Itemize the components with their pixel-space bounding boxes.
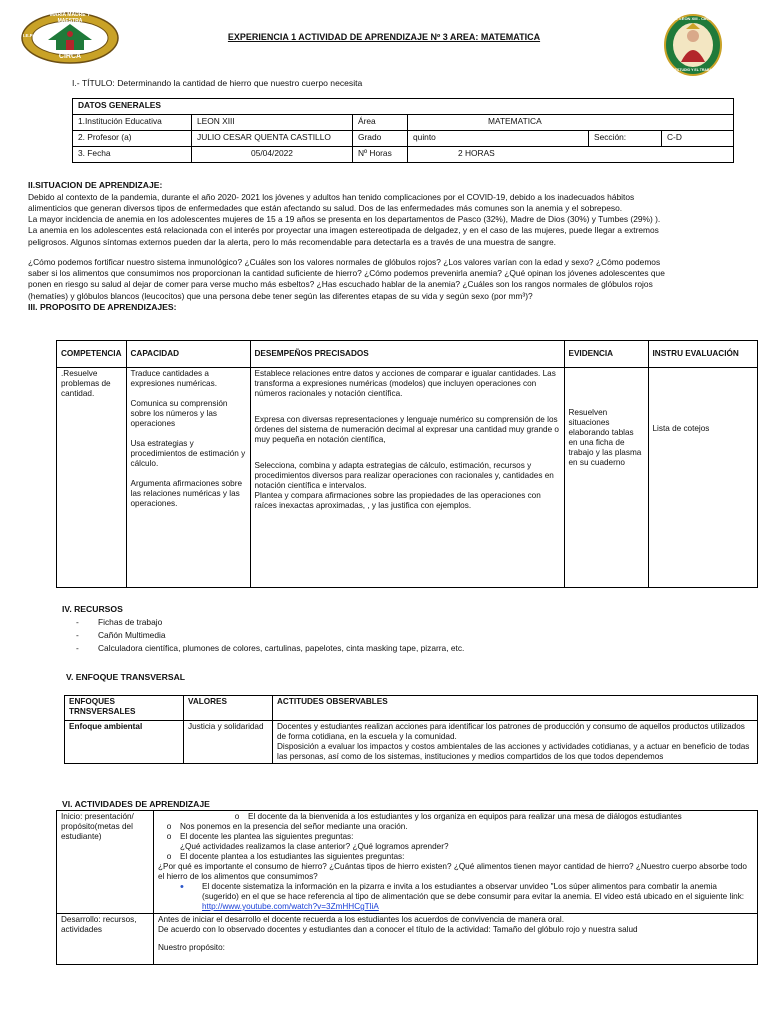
table-row <box>73 147 734 163</box>
paragraph-line: (hematíes) y glóbulos blancos (leucocitos) que una persona debe tener según las diferentes etapas de su vida y según sexo (por mm³)? <box>28 290 533 301</box>
capacity-item: Argumenta afirmaciones sobre las relaciones numéricas y las operaciones. <box>130 479 242 508</box>
paragraph-line: peligrosos. Algunos síntomas externos pueden dar la alerta, pero lo más recomendable para detectarla es a través de una muestra de sangre. <box>28 236 556 247</box>
cell-label: 1.Institución Educativa <box>73 115 192 131</box>
cell-value: MATEMATICA <box>408 115 734 131</box>
purpose-heading: III. PROPOSITO DE APRENDIZAJES: <box>28 301 177 312</box>
list-bullet: - <box>76 630 79 641</box>
logo-left-top-text: MARIA MADRE Y MAESTRA <box>49 12 91 24</box>
paragraph-line: Debido al contexto de la pandemia, durante el año 2020- 2021 los jóvenes y adultos han tenido complicaciones por el COVID-19, debido a los inadecuados hábitos <box>28 191 635 202</box>
column-header: DESEMPEÑOS PRECISADOS <box>250 341 564 368</box>
activity-line: ¿Qué actividades realizamos la clase anterior? ¿Qué logramos aprender? <box>180 842 449 851</box>
table-header-row <box>57 341 758 368</box>
performance-item: Establece relaciones entre datos y acciones de comparar e igualar cantidades. Las transforma a expresiones numéricas (modelos) que incluyen operaciones con números racionales y notación científica. <box>254 369 556 398</box>
cell-value: 05/04/2022 <box>192 147 353 163</box>
cell-label: Sección: <box>589 131 662 147</box>
logo-left-bottom-text: CIRCA <box>58 53 82 60</box>
list-item-text: Calculadora científica, plumones de colores, cartulinas, papelotes, cinta masking tape, pizarra, etc. <box>98 643 465 654</box>
logo-right-top-text: I.E. LEON XIII - CIRCA <box>672 16 714 21</box>
table-row <box>73 115 734 131</box>
evidence-cell: Resuelven situaciones elaborando tablas en una ficha de trabajo y las plasma en su cuaderno <box>564 368 648 588</box>
table-row <box>57 914 758 965</box>
list-bullet: - <box>76 617 79 628</box>
attitude-item: Disposición a evaluar los impactos y costos ambientales de las acciones y actividades cotidianas, y a actuar en beneficio de todas las personas, así como de los sistemas, instituciones y medios compartidos de los que todos dependemos <box>277 742 750 761</box>
attitude-item: Docentes y estudiantes realizan acciones para identificar los patrones de producción y consumo de aquellos productos utilizados de forma cotidiana, en la escuela y la comunidad. <box>277 722 745 741</box>
capacity-item: Usa estrategias y procedimientos de estimación y cálculo. <box>130 439 246 468</box>
performance-item: Expresa con diversas representaciones y lenguaje numérico su comprensión de los órdenes del sistema de numeración decimal al expresar una cantidad muy grande o muy pequeña en notación científica, <box>254 415 559 444</box>
document-title: EXPERIENCIA 1 ACTIVIDAD DE APRENDIZAJE Nº 3 AREA: MATEMATICA <box>227 32 541 42</box>
cell-label: Grado <box>353 131 408 147</box>
list-bullet: o <box>166 822 172 831</box>
activity-line: Antes de iniciar el desarrollo el docente recuerda a los estudiantes los acuerdos de convivencia de manera oral. <box>158 915 564 924</box>
column-header: EVIDENCIA <box>564 341 648 368</box>
paragraph-line: alimenticios que generan diversos tipos de enfermedades que están afectando su salud. Dos de las enfermedades más comunes son la anemia y el sobrepeso. <box>28 202 623 213</box>
phase-label: Inicio: presentación/ propósito(metas del estudiante) <box>57 811 154 914</box>
activity-line-video <box>158 882 753 912</box>
list-bullet: - <box>76 643 79 654</box>
bullet-dot-icon: • <box>180 881 184 893</box>
list-item-text: Cañón Multimedia <box>98 630 166 641</box>
cell-value: LEON XIII <box>192 115 353 131</box>
table-header-row <box>65 696 758 721</box>
capacity-cell <box>126 368 250 588</box>
list-item <box>72 642 464 655</box>
situation-heading: II.SITUACION DE APRENDIZAJE: <box>28 180 163 190</box>
column-header: INSTRU EVALUACIÓN <box>648 341 758 368</box>
cell-label: 2. Profesor (a) <box>73 131 192 147</box>
school-logo-right <box>664 14 722 76</box>
performance-item: Selecciona, combina y adapta estrategias de cálculo, estimación, recursos y procedimientos diversos para realizar operaciones con racionales y, cantidades en notación científica e intervalos. <box>254 461 554 490</box>
list-bullet: o <box>166 852 172 861</box>
attitudes-cell <box>273 721 758 764</box>
activity-line: El docente les plantea las siguientes preguntas: <box>180 832 354 841</box>
paragraph-line: ponen en riesgo su salud al dejar de comer para verse mucho más esbeltos? ¿Has escuchado hablar de la anemia? ¿Cuáles son los rangos normales de glóbulos rojos <box>28 279 653 290</box>
capacity-item: Comunica su comprensión sobre los números y las operaciones <box>130 399 228 428</box>
cell-label: Nº Horas <box>353 147 408 163</box>
general-data-table <box>72 98 734 163</box>
competency-cell: .Resuelve problemas de cantidad. <box>57 368 127 588</box>
cell-label: Área <box>353 115 408 131</box>
cell-value: 2 HORAS <box>408 147 734 163</box>
approach-cell: Enfoque ambiental <box>65 721 184 764</box>
phase-label: Desarrollo: recursos, actividades <box>57 914 154 965</box>
resources-heading: IV. RECURSOS <box>62 604 123 614</box>
activities-table <box>56 810 758 965</box>
activity-line: ¿Por qué es importante el consumo de hierro? ¿Cuántas tipos de hierro existen? ¿Qué alimentos tienen mayor cantidad de hierro? ¿Nuestro cuerpo absorbe todo el hierro de los alimentos que consumimos? <box>158 862 747 881</box>
activity-line: Nos ponemos en la presencia del señor mediante una oración. <box>180 822 408 831</box>
transversal-table <box>64 695 758 764</box>
paragraph-line: ¿Cómo podemos fortificar nuestro sistema inmunológico? ¿Cuáles son los valores normales de glóbulos rojos? ¿Los valores varían con la edad y sexo? ¿Cómo podemos <box>28 256 661 267</box>
list-item <box>72 616 464 629</box>
activity-line: De acuerdo con lo observado docentes y estudiantes dan a conocer el título de la actividad: Tamaño del glóbulo rojo y nuestra salud <box>158 925 638 934</box>
cell-value: quinto <box>408 131 589 147</box>
values-cell: Justicia y solidaridad <box>184 721 273 764</box>
transversal-heading: V. ENFOQUE TRANSVERSAL <box>66 672 186 682</box>
paragraph-line: saber si los alimentos que consumimos nos proporcionan la cantidad suficiente de hierro? ¿Cómo podemos prevenirla anemia? ¿Qué opinan los jóvenes adolescentes que <box>28 268 665 279</box>
list-bullet: o <box>166 832 172 841</box>
performance-cell <box>250 368 564 588</box>
column-header: CAPACIDAD <box>126 341 250 368</box>
table-row <box>57 368 758 588</box>
table-row <box>57 811 758 914</box>
school-logo-left <box>20 10 120 65</box>
instrument-cell: Lista de cotejos <box>648 368 758 588</box>
logo-left-side-text: I.E.P. <box>23 33 34 38</box>
list-bullet: o <box>234 812 240 821</box>
phase-content <box>154 914 758 965</box>
activity-line: El docente da la bienvenida a los estudiantes y los organiza en equipos para realizar una mesa de diálogos estudiantes <box>248 812 682 821</box>
column-header: ENFOQUES TRNSVERSALES <box>65 696 184 721</box>
column-header: COMPETENCIA <box>57 341 127 368</box>
paragraph-line: La mayor incidencia de anemia en los adolescentes mujeres de 15 a 19 años se presenta en los departamentos de Pasco (32%), Madre de Dios (30%) y Tumbes (29%) ). <box>28 214 661 225</box>
competencies-table <box>56 340 758 588</box>
title-text: Determinando la cantidad de hierro que nuestro cuerpo necesita <box>117 78 363 88</box>
cell-value: JULIO CESAR QUENTA CASTILLO <box>192 131 353 147</box>
activity-line: El docente sistematiza la información en la pizarra e invita a los estudiantes a observar unvideo "Los súper alimentos para combatir la anemia (sugerido) en el que se hace referencia al tipo de alimentación que se debe consumir para evitar la anemia. El video está ubicado en el siguiente link: <box>202 882 745 901</box>
column-header: VALORES <box>184 696 273 721</box>
column-header: ACTITUDES OBSERVABLES <box>273 696 758 721</box>
situation-section <box>28 180 760 313</box>
cell-value: C-D <box>662 131 734 147</box>
video-link[interactable]: http://www.youtube.com/watch?v=3ZmHHCgTliA <box>202 902 379 911</box>
paragraph-line: La anemia en los adolescentes está relacionada con el interés por proyectar una imagen estereotipada de delgadez, y en el caso de las mujeres, puede llegar a extremos <box>28 225 659 236</box>
title-label: I.- TÍTULO: <box>72 78 115 88</box>
activity-title <box>72 78 362 88</box>
activities-heading: VI. ACTIVIDADES DE APRENDIZAJE <box>62 799 210 809</box>
logo-right-bottom-text: EL ESTUDIO Y EL TRABAJO <box>669 68 717 72</box>
performance-item: Plantea y compara afirmaciones sobre las propiedades de las operaciones con raíces inexactas aproximadas, , y las justifica con ejemplos. <box>254 491 541 510</box>
resources-section <box>62 603 465 655</box>
activity-line: El docente plantea a los estudiantes las siguientes preguntas: <box>180 852 405 861</box>
general-data-heading: DATOS GENERALES <box>73 99 734 115</box>
table-row <box>73 131 734 147</box>
phase-content <box>154 811 758 914</box>
table-row <box>65 721 758 764</box>
cell-label: 3. Fecha <box>73 147 192 163</box>
list-item-text: Fichas de trabajo <box>98 617 163 628</box>
capacity-item: Traduce cantidades a expresiones numéricas. <box>130 369 217 388</box>
activity-line: Nuestro propósito: <box>158 943 225 952</box>
list-item <box>72 629 464 642</box>
